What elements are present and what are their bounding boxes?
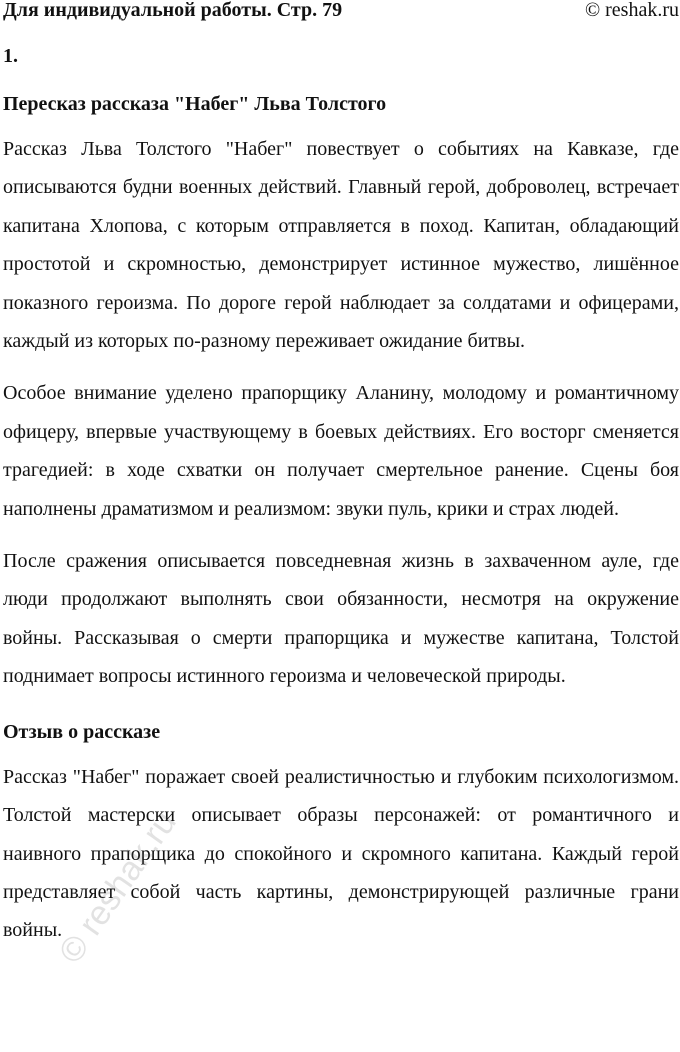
watermark: © reshak.ru: [51, 804, 184, 971]
page-header: [3, 0, 679, 22]
paragraph: Рассказ "Набег" поражает своей реалистичностью и глубоким психологизмом. Толстой мастерски описывает образы персонажей: от романтичного и наивного прапорщика до спокойного и скромного капитана. Каждый герой представляет собой часть картины, демонстрирующей различные грани войны.: [3, 765, 679, 942]
section-heading-retelling: Пересказ рассказа "Набег" Льва Толстого: [3, 93, 387, 115]
paragraph: Рассказ Льва Толстого "Набег" повествует о событиях на Кавказе, где описываются будни военных действий. Главный герой, доброволец, встречает капитана Хлопова, с которым отправляется в поход. Капитан, обладающий простотой и скромностью, демонстрирует истинное мужество, лишённое показного героизма. По дороге герой наблюдает за солдатами и офицерами, каждый из которых по-разному переживает ожидание битвы.: [3, 138, 679, 353]
paragraph: После сражения описывается повседневная жизнь в захваченном ауле, где люди продолжают выполнять свои обязанности, несмотря на окружение войны. Рассказывая о смерти прапорщика и мужестве капитана, Толстой поднимает вопросы истинного героизма и человеческой природы.: [3, 550, 679, 688]
page-title: Для индивидуальной работы. Стр. 79: [3, 0, 343, 21]
section-heading-review: Отзыв о рассказе: [3, 720, 161, 743]
site-credit: © reshak.ru: [584, 0, 679, 21]
task-number: 1.: [3, 45, 18, 67]
paragraph: Особое внимание уделено прапорщику Аланину, молодому и романтичному офицеру, впервые участвующему в боевых действиях. Его восторг сменяется трагедией: в ходе схватки он получает смертельное ранение. Сцены боя наполнены драматизмом и реализмом: звуки пуль, крики и страх людей.: [3, 382, 679, 520]
